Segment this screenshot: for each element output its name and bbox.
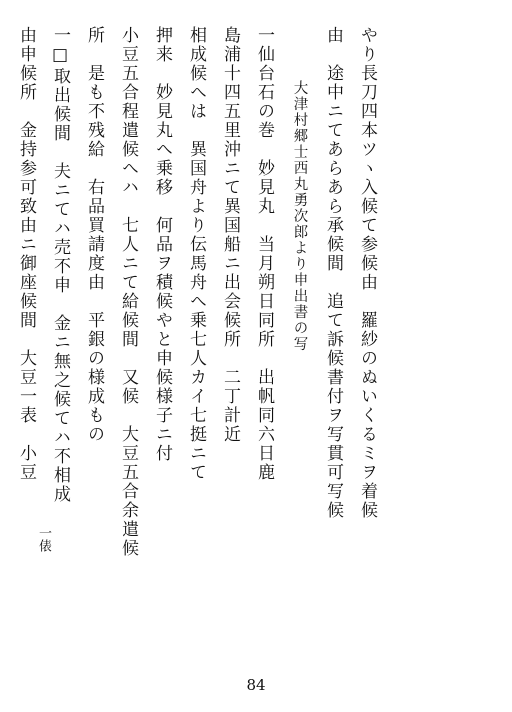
text-column-heading: 大津村郷士西丸勇次郎より申出書の写 bbox=[291, 80, 308, 352]
text-column-6: 相成候へは 異国舟より伝馬舟へ乗七人カイ七挺ニて bbox=[186, 26, 206, 482]
text-column-2: 由 途中ニてあらあら承候間 追て訴候書付ヲ写貫可写候 bbox=[323, 26, 343, 520]
text-column-4: 一仙台石の巻 妙見丸 当月朔日同所 出帆同六日鹿 bbox=[254, 26, 274, 482]
text-column-8: 小豆五合程遣候へハ 七人ニて給候間 又候 大豆五合余遣候 bbox=[118, 26, 138, 558]
text-column-9: 所 是も不残給 右品買請度由 平銀の様成もの bbox=[84, 26, 104, 444]
text-column-5: 島浦十四五里沖ニて異国船ニ出会候所 二丁計近 bbox=[220, 26, 240, 444]
text-column-10: 一□取出候間 夫ニてハ売不申 金ニ無之候てハ不相成 bbox=[50, 26, 70, 504]
text-column-7: 押来 妙見丸へ乗移 何品ヲ積候やと申候様子ニ付 bbox=[152, 26, 172, 463]
page-number: 84 bbox=[246, 676, 266, 694]
text-column-11: 由申候所 金持参可致由ニ御座候間 大豆一表 小豆 bbox=[16, 26, 36, 482]
text-column-1: やり長刀四本ツヽ入候て参候由 羅紗のぬいくるミヲ着候 bbox=[357, 26, 377, 520]
subscript-fragment: 一俵 bbox=[36, 526, 51, 552]
